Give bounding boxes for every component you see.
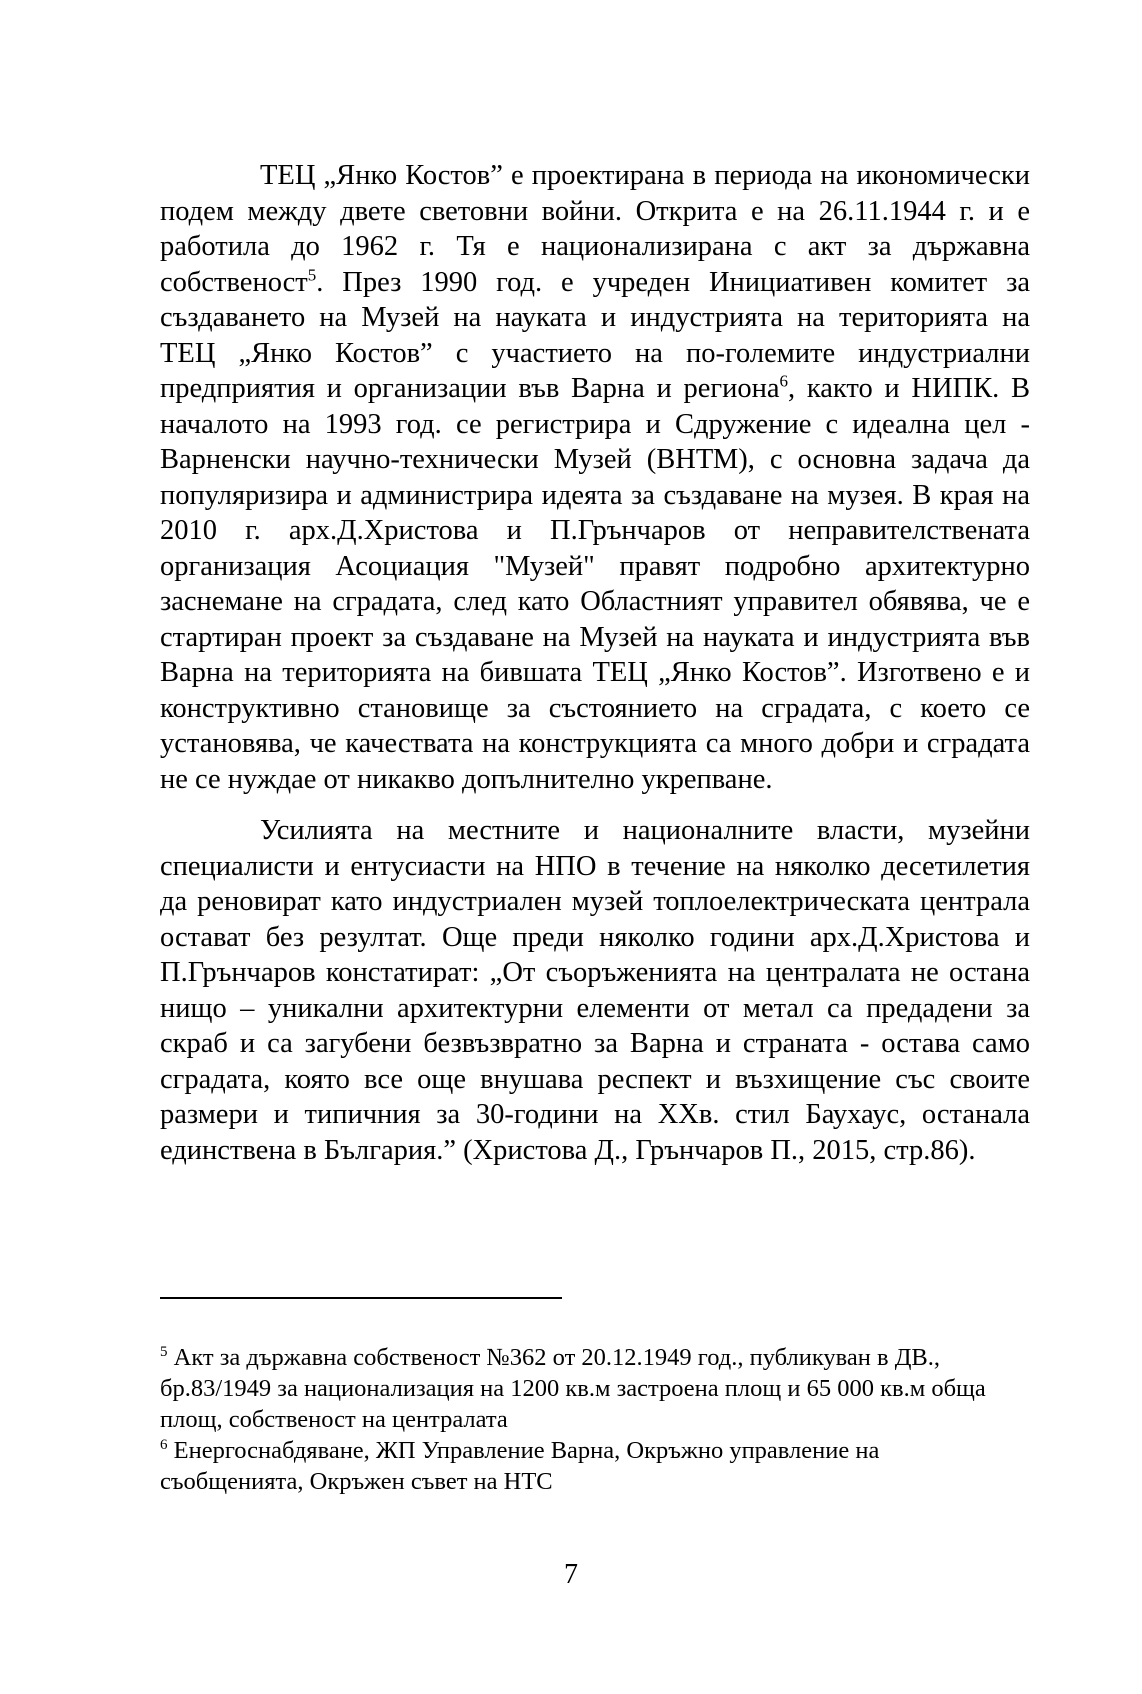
footnote-text: Акт за държавна собственост №362 от 20.12.1949 год., публикуван в ДВ., бр.83/1949 за национализация на 1200 кв.м застроена площ и 65 000 кв.м обща площ, собственост на централата (160, 1344, 986, 1433)
footnote-5 (160, 1342, 1020, 1435)
paragraph-1-part-1: ТЕЦ „Янко Костов” е проектирана в периода на икономически подем между двете световни войни. Открита е на 26.11.1944 г. и е работила до 1962 г. Тя е национализирана с акт за държавна собственост (160, 160, 1030, 298)
paragraph-1-part-3: , както и НИПК. В началото на 1993 год. се регистрира и Сдружение с идеална цел - Варненски научно-технически Музей (ВНТМ), с основна задача да популяризира и администрира идеята за създаване на музея. В края на 2010 г. арх.Д.Христова и П.Грънчаров от неправителствената организация Асоциация "Музей" правят подробно архитектурно заснемане на сградата, след като Областният управител обявява, че е стартиран проект за създаване на Музей на науката и индустрията във Варна на територията на бившата ТЕЦ „Янко Костов”. Изготвено е и конструктивно становище за състоянието на сградата, с което се установява, че качествата на конструкцията са много добри и сградата не се нуждае от никакво допълнително укрепване. (160, 373, 1030, 795)
footnote-text: Енергоснабдяване, ЖП Управление Варна, Окръжно управление на съобщенията, Окръжен съвет на НТС (160, 1437, 880, 1495)
footnote-mark: 5 (160, 1343, 168, 1360)
footnotes (160, 1342, 1020, 1497)
footnote-6 (160, 1435, 1020, 1497)
paragraph-1-part-2: . През 1990 год. е учреден Инициативен комитет за създаването на Музей на науката и индустрията на територията на ТЕЦ „Янко Костов” с участието на по-големите индустриални предприятия и организации във Варна и региона (160, 266, 1030, 404)
footnote-ref-5[interactable]: 5 (307, 265, 317, 284)
paragraph-1 (160, 158, 1030, 797)
footnote-mark: 6 (160, 1436, 168, 1453)
footnote-separator (160, 1297, 562, 1299)
page-number: 7 (564, 1559, 578, 1590)
main-text (160, 158, 1030, 1168)
footnote-ref-6[interactable]: 6 (779, 371, 788, 391)
paragraph-2: Усилията на местните и националните власти, музейни специалисти и ентусиасти на НПО в течение на няколко десетилетия да реновират като индустриален музей топлоелектрическата централа остават без резултат. Още преди няколко години арх.Д.Христова и П.Грънчаров констатират: „От съоръженията на централата не остана нищо – уникални архитектурни елементи от метал са предадени за скраб и са загубени безвъзвратно за Варна и страната - остава само сградата, която все още внушава респект и възхищение със своите размери и типичния за 30-години на ХХв. стил Баухаус, останала единствена в България.” (Христова Д., Грънчаров П., 2015, стр.86). (160, 815, 1030, 1166)
